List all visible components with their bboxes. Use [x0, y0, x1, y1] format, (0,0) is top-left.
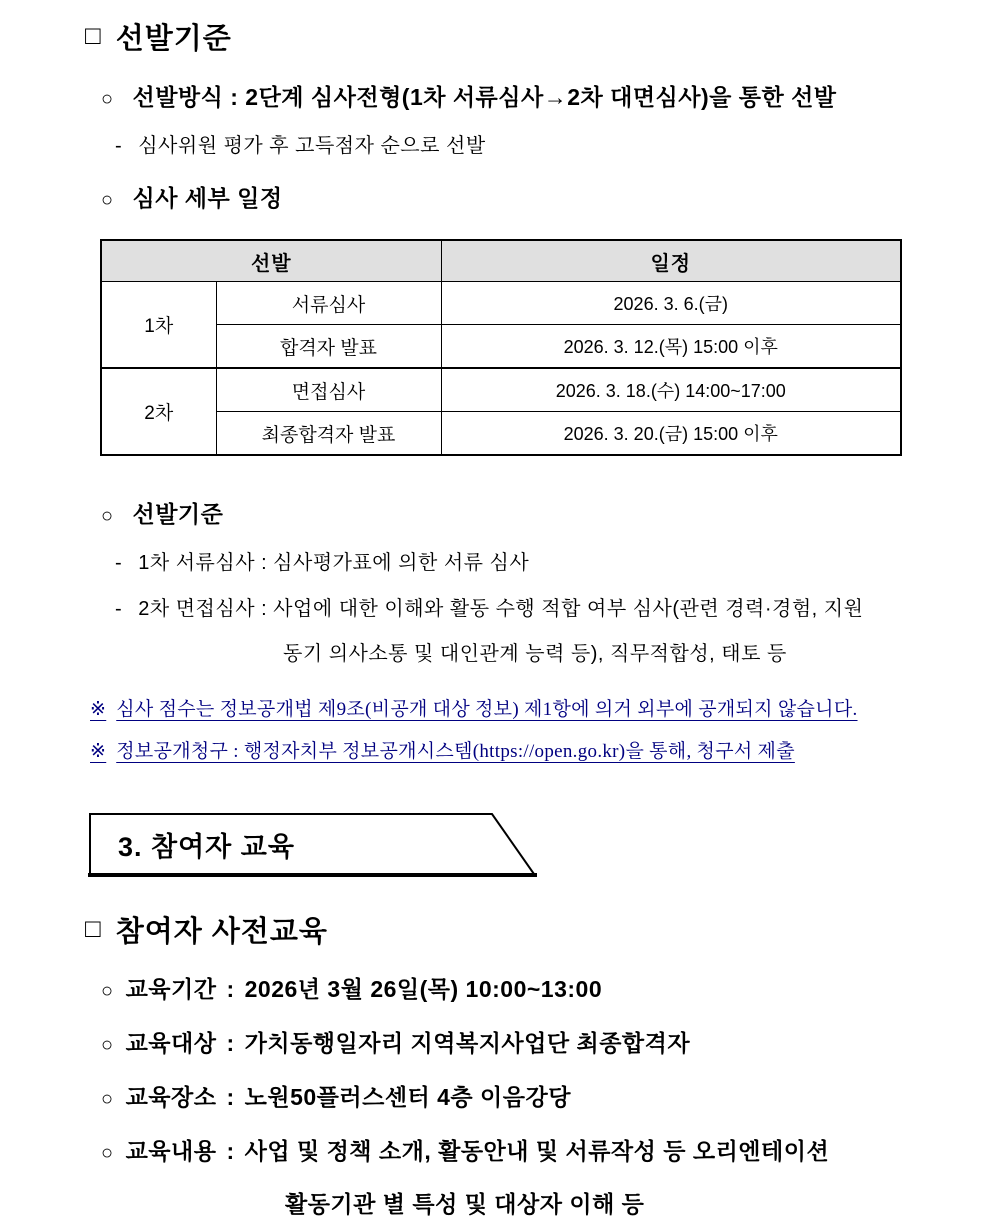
- education-period-value: 2026년 3월 26일(목) 10:00~13:00: [244, 976, 603, 1002]
- separator: :: [226, 1138, 235, 1164]
- step-cell: 합격자 발표: [216, 325, 441, 369]
- section-title-text: 선발기준: [115, 23, 232, 55]
- circle-marker: ○: [101, 88, 114, 110]
- note-request-line: [90, 736, 952, 763]
- education-target-value: 가치동행일자리 지역복지사업단 최종합격자: [244, 1030, 691, 1056]
- criteria-heading-line: [101, 496, 952, 529]
- schedule-heading-line: [101, 180, 952, 213]
- circle-marker: ○: [101, 1034, 114, 1056]
- selection-method-line: [101, 79, 952, 112]
- table-row: [101, 412, 901, 456]
- note-marker: ※: [90, 741, 107, 762]
- section-title-selection-criteria: [85, 16, 952, 57]
- education-content-continuation: 활동기관 별 특성 및 대상자 이해 등: [285, 1191, 645, 1217]
- education-content-value: 사업 및 정책 소개, 활동안내 및 서류작성 등 오리엔테이션: [244, 1138, 830, 1164]
- banner-label: 3. 참여자 교육: [118, 832, 295, 862]
- education-target-label: 교육대상: [125, 1030, 217, 1056]
- selection-method-text: 선발방식 : 2단계 심사전형(1차 서류심사→2차 대면심사)을 통한 선발: [132, 84, 837, 110]
- section-banner-participant-education: [88, 811, 540, 877]
- date-cell: 2026. 3. 18.(수) 14:00~17:00: [441, 368, 901, 412]
- circle-marker: ○: [101, 505, 114, 527]
- step-cell: 최종합격자 발표: [216, 412, 441, 456]
- selection-method-sub-text: 심사위원 평가 후 고득점자 순으로 선발: [138, 135, 486, 157]
- separator: :: [226, 1030, 235, 1056]
- notes-block: [85, 694, 952, 763]
- criteria-item2-line: [115, 592, 952, 621]
- education-place-label: 교육장소: [125, 1084, 217, 1110]
- education-content-label: 교육내용: [125, 1138, 217, 1164]
- table-header-selection: 선발: [101, 240, 441, 282]
- date-cell: 2026. 3. 12.(목) 15:00 이후: [441, 325, 901, 369]
- date-cell: 2026. 3. 20.(금) 15:00 이후: [441, 412, 901, 456]
- table-row: [101, 282, 901, 325]
- criteria-item2-continuation: 동기 의사소통 및 대인관계 능력 등), 직무적합성, 태토 등: [283, 643, 787, 665]
- section-title-pre-education: [85, 909, 952, 950]
- table-header-row: [101, 240, 901, 282]
- table-row: [101, 368, 901, 412]
- selection-method-sub-line: [115, 129, 952, 158]
- circle-marker: ○: [101, 1088, 114, 1110]
- separator: :: [226, 976, 235, 1002]
- date-cell: 2026. 3. 6.(금): [441, 282, 901, 325]
- circle-marker: ○: [101, 189, 114, 211]
- note-marker: ※: [90, 699, 107, 720]
- schedule-table: [100, 239, 902, 456]
- education-content-line: [101, 1133, 952, 1166]
- education-period-label: 교육기간: [125, 976, 217, 1002]
- section-title-text: 참여자 사전교육: [115, 916, 328, 948]
- table-row: [101, 325, 901, 369]
- note-disclosure-line: [90, 694, 952, 721]
- criteria-heading-text: 선발기준: [132, 501, 224, 527]
- criteria-item2-text: 2차 면접심사 : 사업에 대한 이해와 활동 수행 적합 여부 심사(관련 경력·경험, 지원: [138, 598, 864, 620]
- education-period-line: [101, 971, 952, 1004]
- education-target-line: [101, 1025, 952, 1058]
- square-marker: □: [85, 913, 102, 943]
- criteria-item1-line: [115, 546, 952, 575]
- stage-cell-2: 2차: [101, 368, 216, 455]
- schedule-heading-text: 심사 세부 일정: [132, 185, 283, 211]
- circle-marker: ○: [101, 1142, 114, 1164]
- dash-marker: -: [115, 135, 123, 157]
- circle-marker: ○: [101, 980, 114, 1002]
- table-header-schedule: 일정: [441, 240, 901, 282]
- dash-marker: -: [115, 598, 123, 620]
- education-place-line: [101, 1079, 952, 1112]
- criteria-item1-text: 1차 서류심사 : 심사평가표에 의한 서류 심사: [138, 552, 530, 574]
- note-request-text: 정보공개청구 : 행정자치부 정보공개시스템(https://open.go.kr)을 통해, 청구서 제출: [116, 741, 795, 762]
- note-disclosure-text: 심사 점수는 정보공개법 제9조(비공개 대상 정보) 제1항에 의거 외부에 공개되지 않습니다.: [116, 699, 858, 720]
- stage-cell-1: 1차: [101, 282, 216, 369]
- dash-marker: -: [115, 552, 123, 574]
- education-place-value: 노원50플러스센터 4층 이음강당: [244, 1084, 571, 1110]
- square-marker: □: [85, 20, 102, 50]
- separator: :: [226, 1084, 235, 1110]
- step-cell: 서류심사: [216, 282, 441, 325]
- step-cell: 면접심사: [216, 368, 441, 412]
